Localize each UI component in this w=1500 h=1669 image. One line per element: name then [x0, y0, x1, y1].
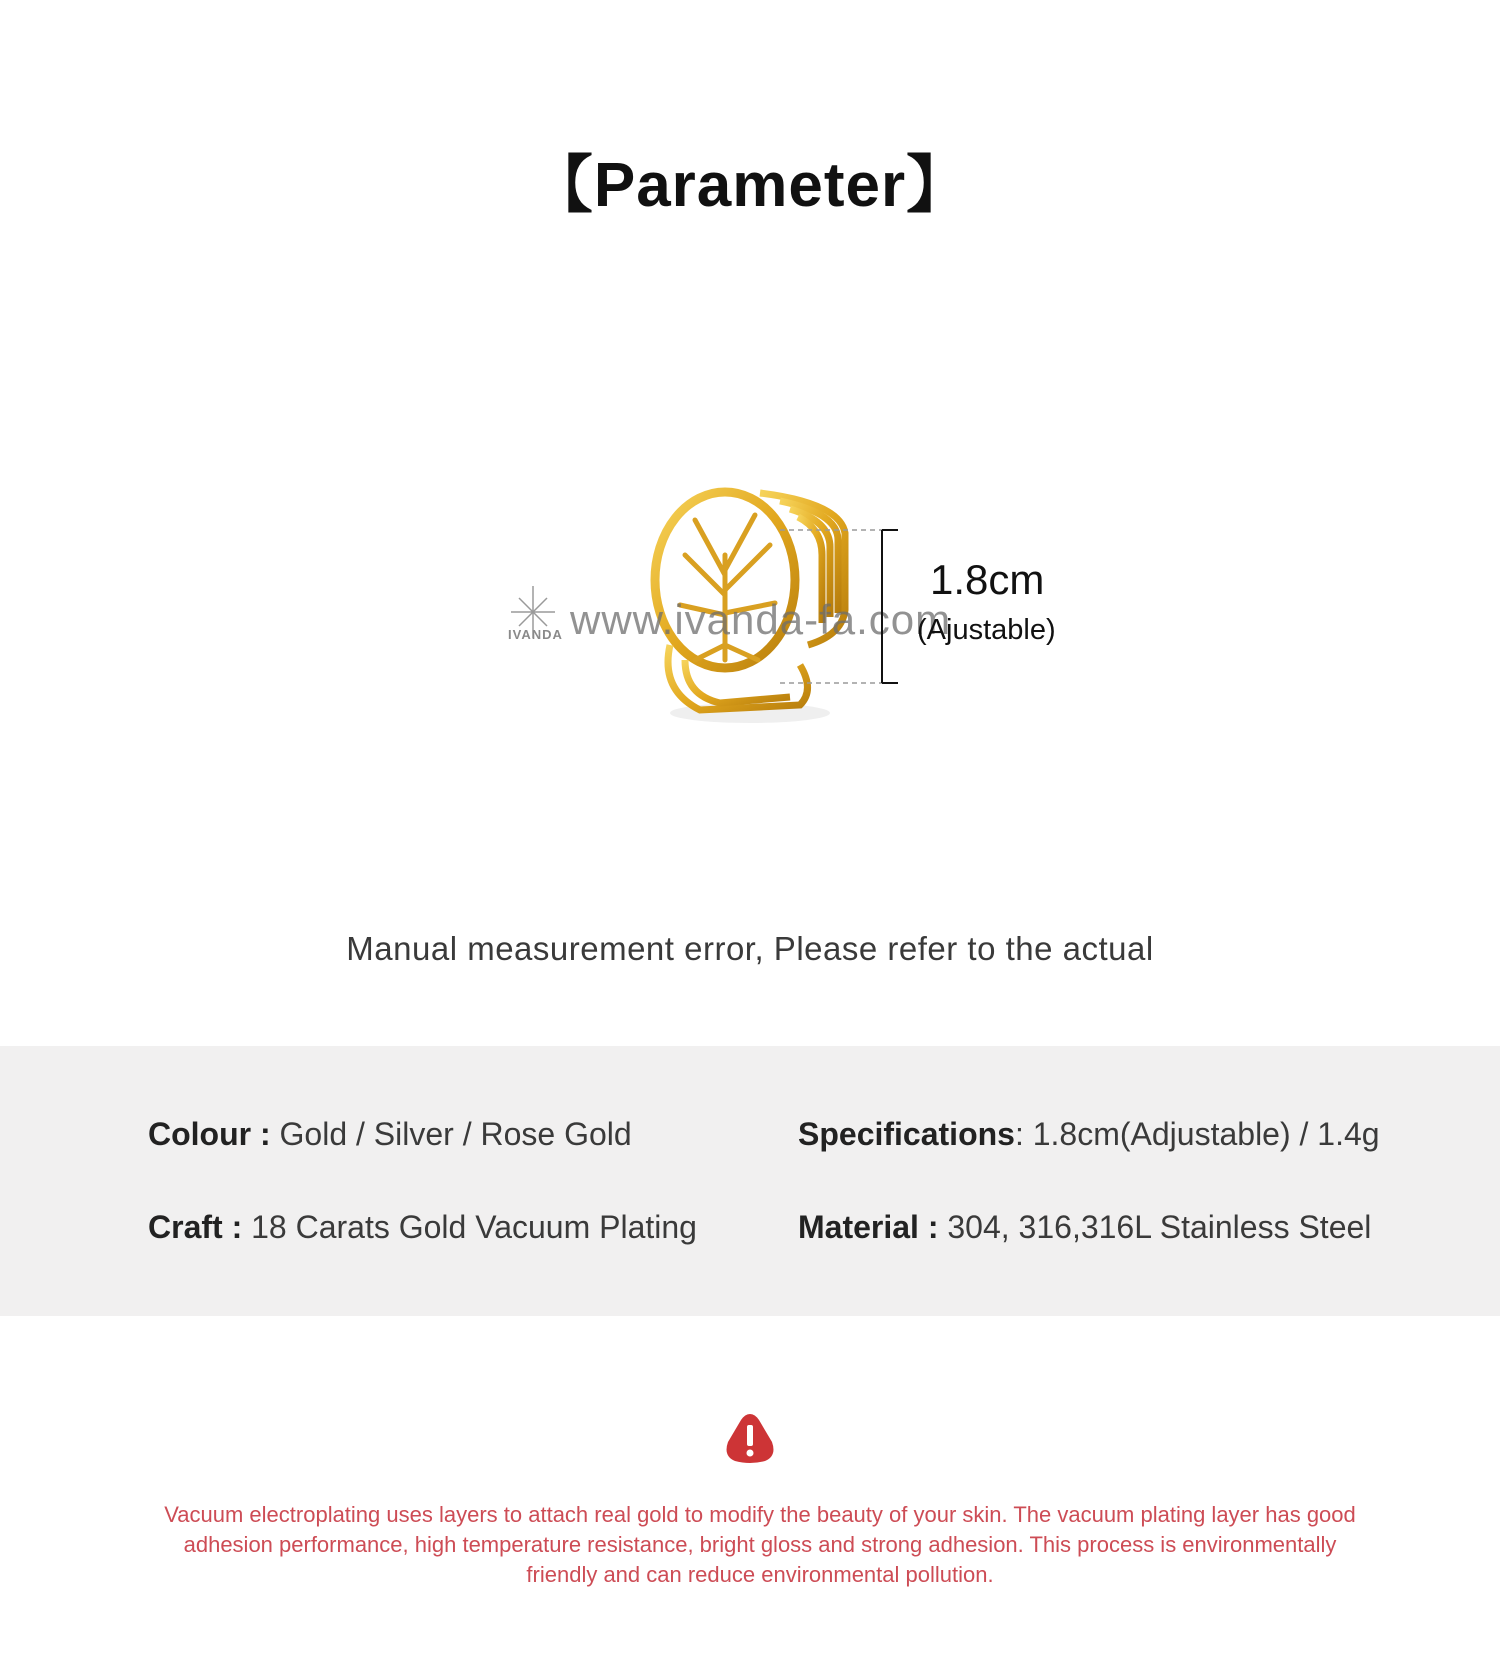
spec-craft-value: 18 Carats Gold Vacuum Plating — [251, 1209, 697, 1245]
dimension-indicator — [780, 525, 900, 685]
spec-panel — [0, 1046, 1500, 1316]
spec-craft-key: Craft : — [148, 1209, 243, 1245]
warning-text: Vacuum electroplating uses layers to attach real gold to modify the beauty of your skin. The vacuum plating layer has good adhesion performance, high temperature resistance, bright gloss and strong adhesion. This process is environmentally friendly and can reduce environmental pollution. — [164, 1502, 1356, 1587]
spec-colour-value: Gold / Silver / Rose Gold — [279, 1116, 632, 1152]
dimension-note: (Ajustable) — [917, 614, 1056, 646]
page-title: 【Parameter】 — [530, 151, 970, 220]
spec-colour — [148, 1116, 632, 1153]
spec-colour-key: Colour : — [148, 1116, 271, 1152]
measurement-note: Manual measurement error, Please refer to the actual — [346, 930, 1154, 967]
watermark-brand: IVANDA — [508, 627, 563, 642]
spec-material-key: Material : — [798, 1209, 939, 1245]
spec-craft — [148, 1209, 697, 1246]
warning-icon — [725, 1412, 775, 1464]
spec-material — [798, 1209, 1371, 1246]
watermark-url: www.ivanda-fa.com — [570, 596, 952, 643]
spec-specifications-value: : 1.8cm(Adjustable) / 1.4g — [1014, 1116, 1380, 1152]
spec-material-value: 304, 316,316L Stainless Steel — [947, 1209, 1372, 1245]
spec-specifications — [798, 1116, 1380, 1153]
dimension-value: 1.8cm — [930, 556, 1045, 603]
spec-specifications-key: Specifications — [798, 1116, 1015, 1152]
